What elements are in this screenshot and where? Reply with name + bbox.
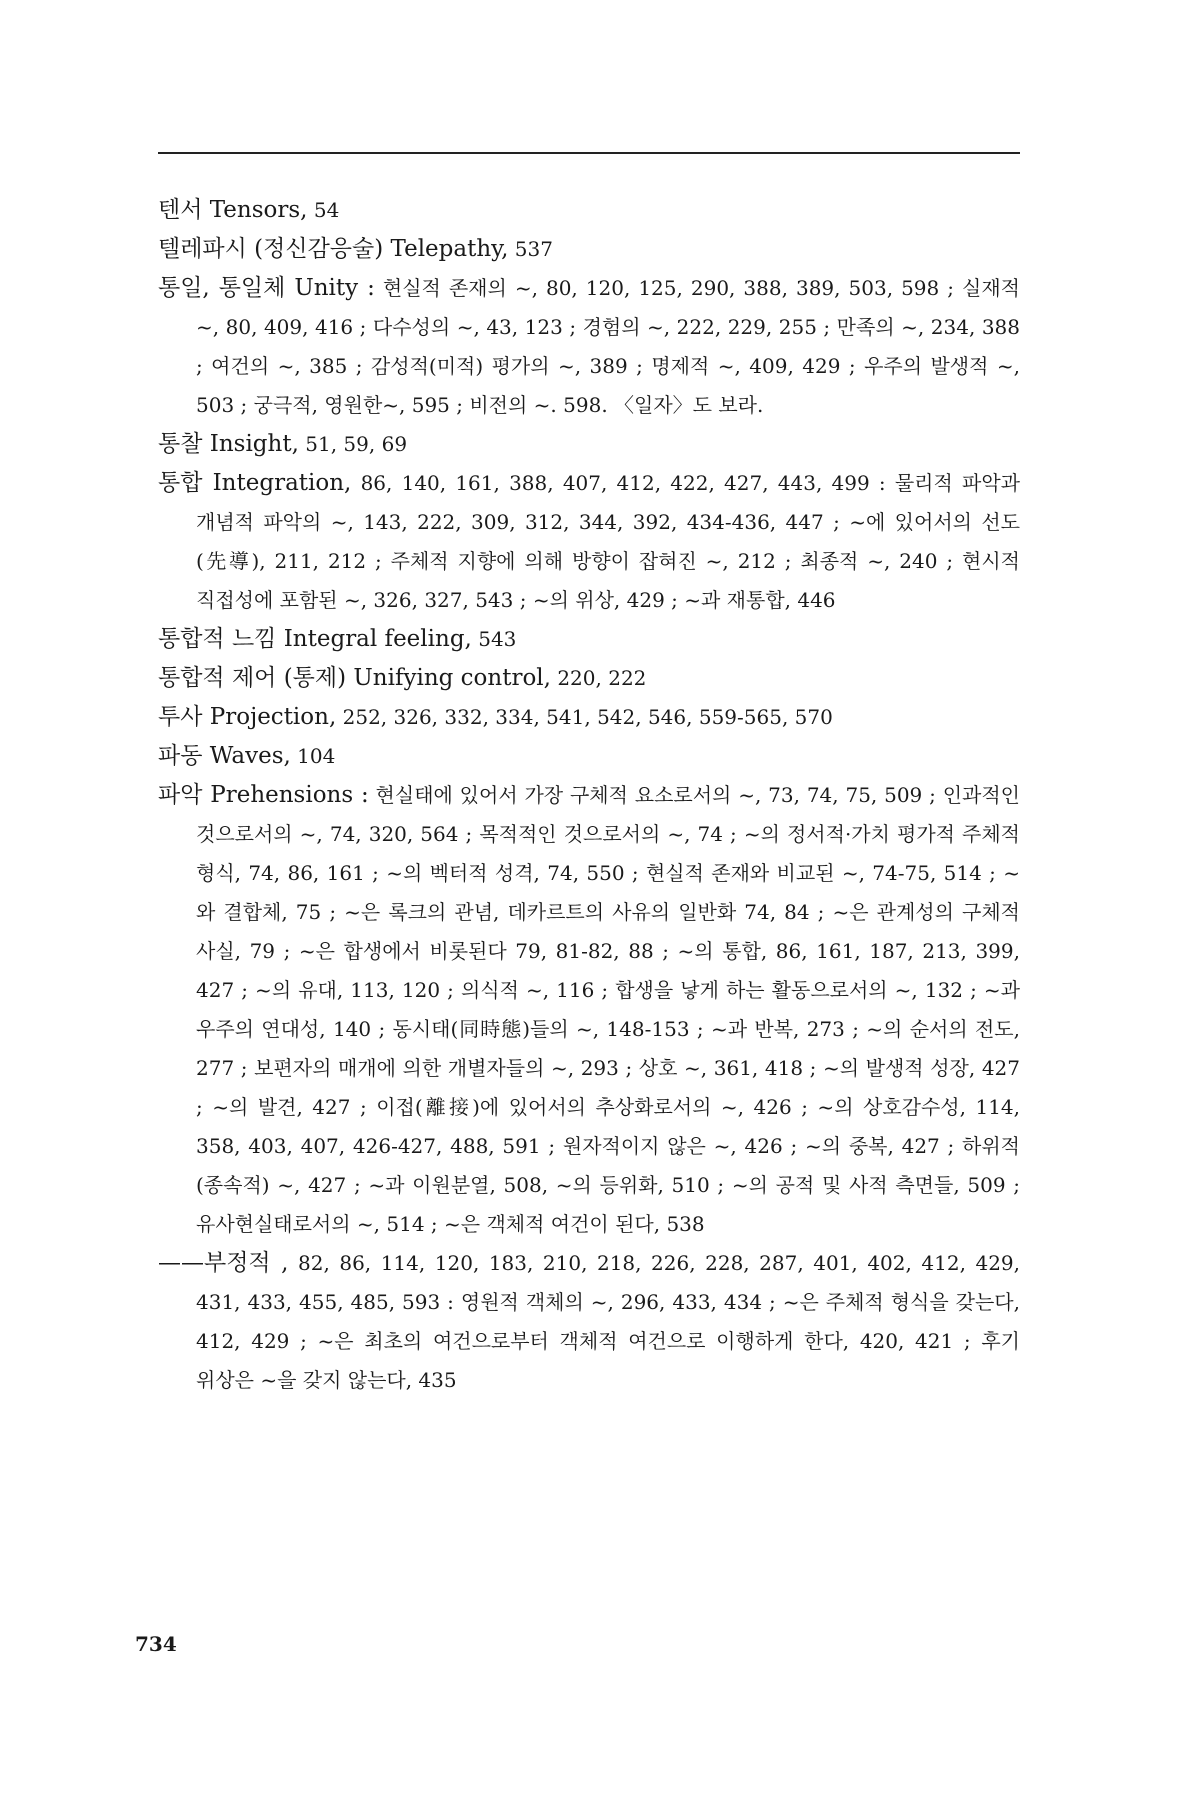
index-entry-negative-prehensions bbox=[158, 1244, 1020, 1400]
index-entry-tensors bbox=[158, 191, 1020, 230]
index-term: 통찰 Insight, bbox=[158, 431, 299, 457]
index-references: 51, 59, 69 bbox=[298, 432, 408, 456]
index-entry-prehensions bbox=[158, 776, 1020, 1244]
index-references: 104 bbox=[290, 744, 336, 768]
index-references: 543 bbox=[471, 627, 517, 651]
index-term: 통합적 제어 (통제) Unifying control, bbox=[158, 665, 551, 691]
index-term: 파악 Prehensions : bbox=[158, 782, 369, 808]
index-entry-projection bbox=[158, 698, 1020, 737]
index-term: 파동 Waves, bbox=[158, 743, 291, 769]
header-rule bbox=[158, 152, 1020, 154]
index-entry-telepathy bbox=[158, 230, 1020, 269]
index-references: 82, 86, 114, 120, 183, 210, 218, 226, 228, 287, 401, 402, 412, 429, 431, 433, 455, 485, 593 : 영원적 객체의 ~, 296, 433, 434 ; ~은 주체적 형식을 갖는다, 412, 429 ; ~은 최초의 여건으로부터 객체적 여건으로 이행하게 한다, 420, 421 ; 후기 위상은 ~을 갖지 않는다, 435 bbox=[196, 1251, 1020, 1392]
index-entry-insight bbox=[158, 425, 1020, 464]
index-references: 537 bbox=[508, 237, 553, 261]
index-entry-integral-feeling bbox=[158, 620, 1020, 659]
index-term: 통합적 느낌 Integral feeling, bbox=[158, 626, 472, 652]
index-entry-waves bbox=[158, 737, 1020, 776]
page-number: 734 bbox=[135, 1632, 177, 1656]
index-entry-unifying-control bbox=[158, 659, 1020, 698]
index-entry-unity bbox=[158, 269, 1020, 425]
index-references: 252, 326, 332, 334, 541, 542, 546, 559-565, 570 bbox=[336, 705, 833, 729]
index-entry-integration bbox=[158, 464, 1020, 620]
index-references: 86, 140, 161, 388, 407, 412, 422, 427, 443, 499 : 물리적 파악과 개념적 파악의 ~, 143, 222, 309, 312, 344, 392, 434-436, 447 ; ~에 있어서의 선도(先導), 211, 212 ; 주체적 지향에 의해 방향이 잡혀진 ~, 212 ; 최종적 ~, 240 ; 현시적 직접성에 포함된 ~, 326, 327, 543 ; ~의 위상, 429 ; ~과 재통합, 446 bbox=[196, 471, 1020, 612]
index-term: ——부정적 , bbox=[158, 1250, 289, 1276]
index-references: 220, 222 bbox=[550, 666, 647, 690]
index-list bbox=[158, 191, 1020, 1400]
index-references: 54 bbox=[307, 198, 340, 222]
index-term: 텔레파시 (정신감응술) Telepathy, bbox=[158, 236, 509, 262]
index-term: 투사 Projection, bbox=[158, 704, 337, 730]
index-references: 현실적 존재의 ~, 80, 120, 125, 290, 388, 389, 503, 598 ; 실재적 ~, 80, 409, 416 ; 다수성의 ~, 43, 123 ; 경험의 ~, 222, 229, 255 ; 만족의 ~, 234, 388 ; 여건의 ~, 385 ; 감성적(미적) 평가의 ~, 389 ; 명제적 ~, 409, 429 ; 우주의 발생적 ~, 503 ; 궁극적, 영원한~, 595 ; 비전의 ~. 598. 〈일자〉도 보라. bbox=[196, 276, 1020, 417]
index-term: 통일, 통일체 Unity : bbox=[158, 275, 375, 301]
index-term: 통합 Integration, bbox=[158, 470, 352, 496]
index-references: 현실태에 있어서 가장 구체적 요소로서의 ~, 73, 74, 75, 509 ; 인과적인 것으로서의 ~, 74, 320, 564 ; 목적적인 것으로서의 ~, 74 ; ~의 정서적·가치 평가적 주체적 형식, 74, 86, 161 ; ~의 벡터적 성격, 74, 550 ; 현실적 존재와 비교된 ~, 74-75, 514 ; ~와 결합체, 75 ; ~은 록크의 관념, 데카르트의 사유의 일반화 74, 84 ; ~은 관계성의 구체적 사실, 79 ; ~은 합생에서 비롯된다 79, 81-82, 88 ; ~의 통합, 86, 161, 187, 213, 399, 427 ; ~의 유대, 113, 120 ; 의식적 ~, 116 ; 합생을 낳게 하는 활동으로서의 ~, 132 ; ~과 우주의 연대성, 140 ; 동시태(同時態)들의 ~, 148-153 ; ~과 반복, 273 ; ~의 순서의 전도, 277 ; 보편자의 매개에 의한 개별자들의 ~, 293 ; 상호 ~, 361, 418 ; ~의 발생적 성장, 427 ; ~의 발견, 427 ; 이접(離接)에 있어서의 추상화로서의 ~, 426 ; ~의 상호감수성, 114, 358, 403, 407, 426-427, 488, 591 ; 원자적이지 않은 ~, 426 ; ~의 중복, 427 ; 하위적(종속적) ~, 427 ; ~과 이원분열, 508, ~의 등위화, 510 ; ~의 공적 및 사적 측면들, 509 ; 유사현실태로서의 ~, 514 ; ~은 객체적 여건이 된다, 538 bbox=[196, 783, 1020, 1236]
index-term: 텐서 Tensors, bbox=[158, 197, 308, 223]
